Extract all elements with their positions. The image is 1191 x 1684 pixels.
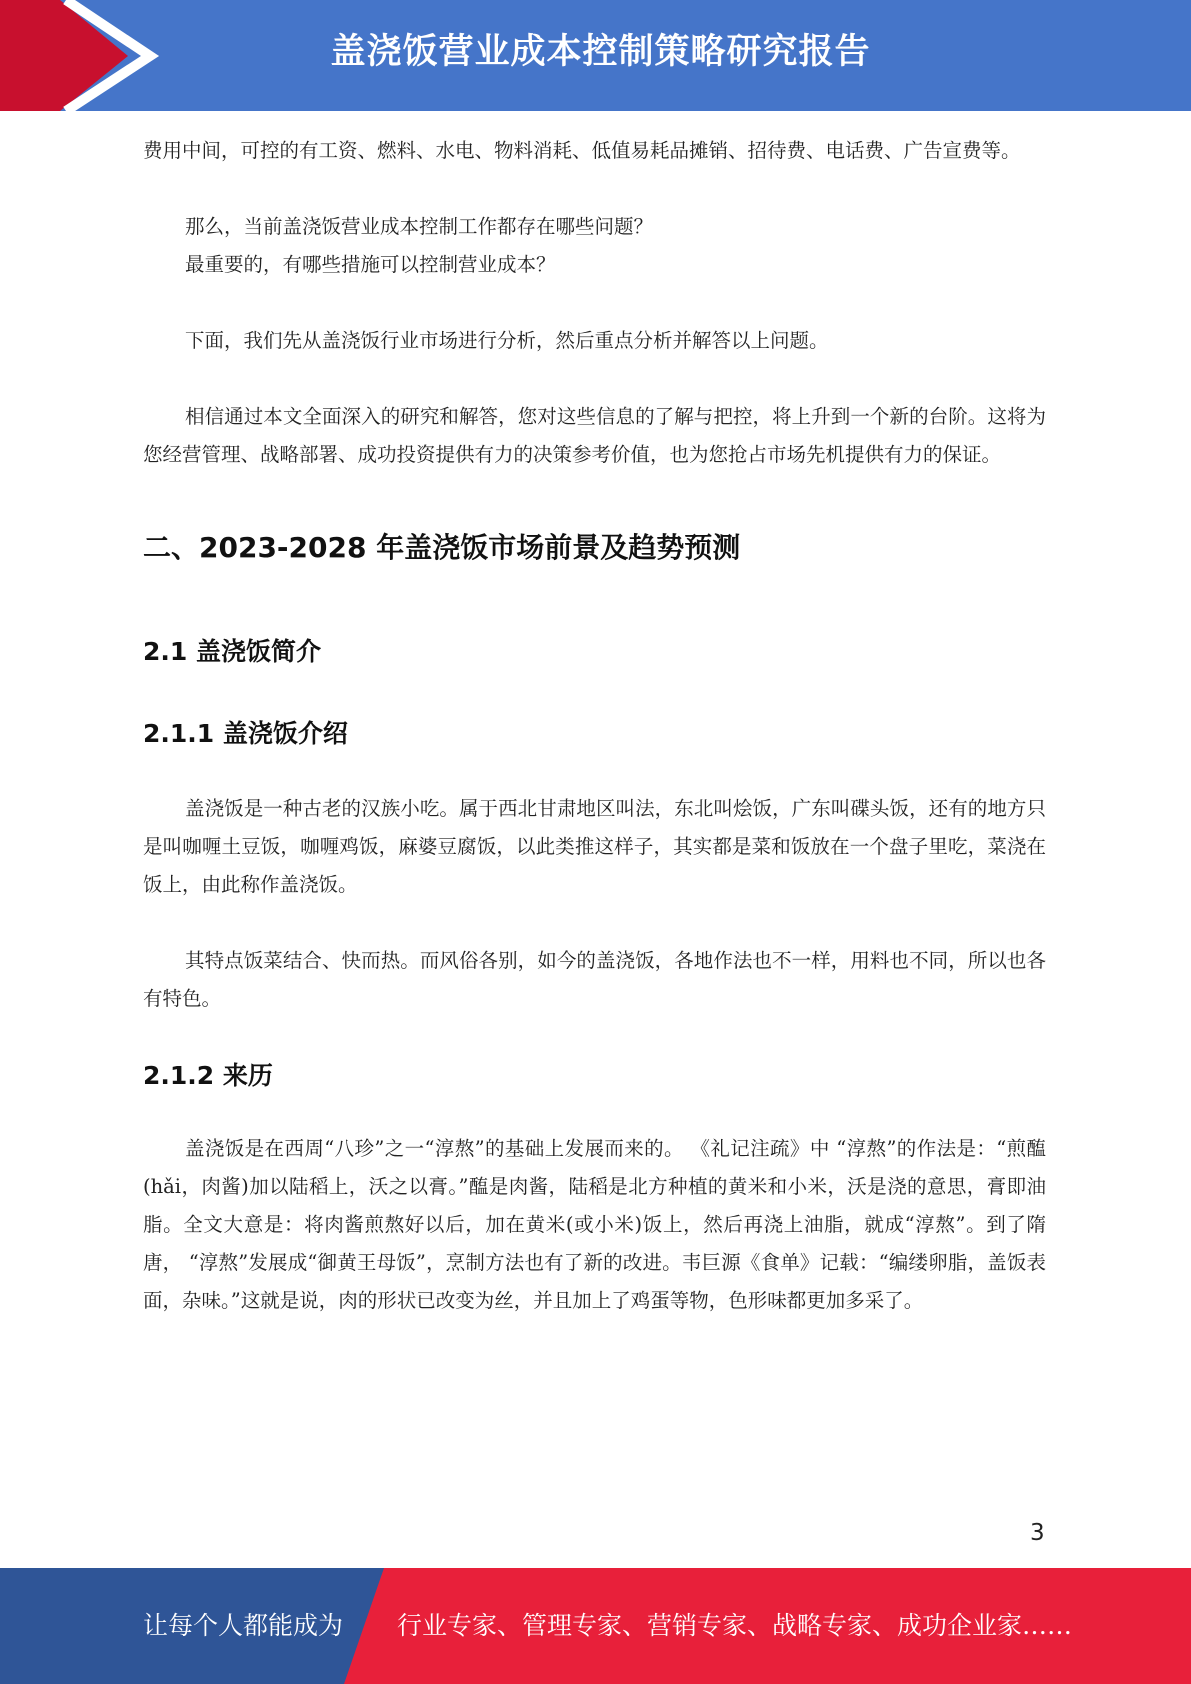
question-measures: 最重要的，有哪些措施可以控制营业成本？ [185, 253, 556, 276]
paragraph-cost-items: 费用中间，可控的有工资、燃料、水电、物料消耗、低值易耗品摊销、招待费、电话费、广告宣费等。 [143, 139, 1021, 162]
paragraph-analysis-intro: 下面，我们先从盖浇饭行业市场进行分析，然后重点分析并解答以上问题。 [185, 329, 829, 352]
subsection-heading-introduction: 2.1 盖浇饭简介 [143, 637, 321, 666]
paragraph-value-statement: 相信通过本文全面深入的研究和解答，您对这些信息的了解与把控，将上升到一个新的台阶。这将为您经营管理、战略部署、成功投资提供有力的决策参考价值，也为您抢占市场先机提供有力的保证。 [143, 405, 1046, 466]
page-footer [0, 1568, 1191, 1684]
paragraph-dish-features: 其特点饭菜结合、快而热。而风俗各别，如今的盖浇饭，各地作法也不一样，用料也不同，所以也各有特色。 [143, 949, 1046, 1010]
subsubsection-heading-description: 2.1.1 盖浇饭介绍 [143, 719, 348, 748]
section-heading-market-outlook: 二、2023-2028 年盖浇饭市场前景及趋势预测 [143, 531, 741, 564]
page-number: 3 [1030, 1520, 1045, 1546]
paragraph-dish-origin: 盖浇饭是在西周“八珍”之一“淳熬”的基础上发展而来的。 《礼记注疏》中 “淳熬”的作法是：“煎醢(hǎi，肉酱)加以陆稻上，沃之以膏。”醢是肉酱，陆稻是北方种植的黄米和小米，沃是浇的意思，膏即油脂。全文大意是：将肉酱煎熬好以后，加在黄米(或小米)饭上，然后再浇上油脂，就成“淳熬”。到了隋唐， “淳熬”发展成“御黄王母饭”，烹制方法也有了新的改进。韦巨源《食单》记载：“编缕卵脂，盖饭表面，杂味。”这就是说，肉的形状已改变为丝，并且加上了鸡蛋等物，色形味都更加多采了。 [143, 1137, 1046, 1312]
page-content [143, 132, 1046, 1320]
subsubsection-heading-origin: 2.1.2 来历 [143, 1061, 273, 1090]
footer-slogan-left: 让每个人都能成为 [143, 1611, 344, 1640]
question-problems: 那么，当前盖浇饭营业成本控制工作都存在哪些问题？ [185, 215, 654, 238]
paragraph-dish-description: 盖浇饭是一种古老的汉族小吃。属于西北甘肃地区叫法，东北叫烩饭，广东叫碟头饭，还有的地方只是叫咖喱土豆饭，咖喱鸡饭，麻婆豆腐饭，以此类推这样子，其实都是菜和饭放在一个盘子里吃，菜浇在饭上，由此称作盖浇饭。 [143, 797, 1046, 896]
page-header [0, 0, 1191, 111]
report-title: 盖浇饭营业成本控制策略研究报告 [330, 32, 871, 72]
footer-slogan-right: 行业专家、管理专家、营销专家、战略专家、成功企业家…… [397, 1611, 1073, 1640]
